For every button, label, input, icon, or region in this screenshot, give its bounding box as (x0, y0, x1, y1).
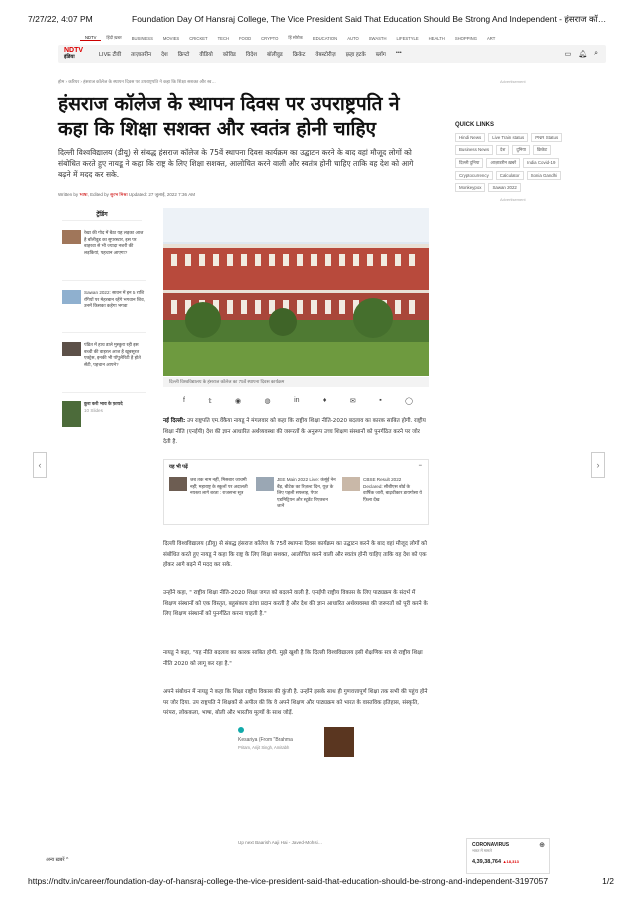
main-nav-item[interactable]: कोविड (222, 52, 236, 58)
byline: Written by भाषा, Edited by सुरभ मिश्रा Updated: 27 जुलाई, 2022 7:36 AM (58, 192, 195, 197)
network-nav-item[interactable]: HEALTH (428, 35, 445, 41)
main-nav-items (94, 50, 407, 58)
covid-count (472, 859, 519, 865)
quick-links-title: QUICK LINKS (455, 122, 494, 128)
covid-delta: ▲18,313 (502, 859, 519, 864)
quick-link[interactable]: Sawan 2022 (488, 183, 520, 192)
covid-title: CORONAVIRUS (472, 842, 510, 848)
main-nav-item[interactable]: फ़्रहा हटके (345, 52, 366, 58)
network-nav-item[interactable]: FOOD (239, 35, 252, 41)
quick-link[interactable]: Sonia Gandhi (527, 171, 562, 180)
byline-editor[interactable]: सुरभ मिश्रा (110, 192, 128, 197)
related-thumbnail (256, 477, 274, 491)
quick-link[interactable]: आज़ाडरीन ख़बरें (486, 158, 520, 168)
main-nav-item[interactable]: क्रिकेट (292, 52, 306, 58)
trending-item-text: Sawan 2022: सावन में इन 5 राशि रंगियों पर मेहरबान रहेंगे भगवान शिव, उनमें किसका कहेगा भगवा (84, 290, 145, 308)
bell-icon[interactable]: 🔔︎ (578, 51, 588, 58)
print-header (28, 14, 618, 25)
main-nav-item[interactable]: ब्लॉग (375, 52, 386, 58)
site-logo[interactable] (64, 47, 94, 61)
network-nav-item[interactable]: EDUCATION (312, 35, 338, 41)
ad-label-side: Advertisement (500, 197, 526, 202)
network-nav-item[interactable]: MOVIES (162, 35, 180, 41)
breadcrumb[interactable]: होम › करियर › हंसराज कॉलेज के स्थापन दिवस पर उपराष्ट्रपति ने कहा कि शिक्षा सशक्त और स्व… (58, 79, 216, 84)
print-url: https://ndtv.in/career/foundation-day-of-hansraj-college-the-vice-president-said-that-education-should-be-strong-and-independent-3197057 (28, 876, 549, 886)
stories-count: 10 Slides (84, 407, 103, 413)
trending-item[interactable] (62, 342, 146, 368)
main-nav-item[interactable]: ताज़ातरीन (131, 52, 152, 58)
main-nav-item[interactable]: LIVE टीवी (99, 52, 122, 58)
print-timestamp: 7/27/22, 4:07 PM (28, 14, 93, 24)
main-nav-item[interactable]: बॉलीवुड (267, 52, 283, 58)
network-nav-item[interactable]: SWASTH (368, 35, 387, 41)
quick-link[interactable]: Cryptocurrency (455, 171, 493, 180)
nav-icons (565, 50, 606, 58)
network-nav-item[interactable]: NDTV (80, 35, 101, 41)
related-item[interactable] (342, 477, 422, 503)
main-nav-item[interactable]: देश (161, 52, 168, 58)
quick-link[interactable]: Calculator (496, 171, 524, 180)
quick-link[interactable]: Hindi News (455, 133, 485, 142)
trending-thumbnail (62, 401, 81, 427)
trending-item[interactable] (62, 401, 146, 414)
main-nav-item[interactable]: वेबस्टोरीज़ (315, 52, 336, 58)
byline-edited-prefix: Edited by (90, 192, 109, 197)
trending-item[interactable] (62, 230, 146, 256)
divider (62, 332, 146, 333)
body-paragraph: अपने संबोधन में नायडू ने कहा कि शिक्षा राष्ट्रीय विकास की कुंजी है. उन्होंने इसके साथ ही गुणवत्तापूर्ण शिक्षा तक सभी की पहुंच होने पर जोर दिया. उप राष्ट्रपति ने शिक्षकों से अपील की कि वे अपने शिक्षण और पाठ्यक्रम को भारत के वास्तविक इतिहास, संस्कृति, परंपरा, लोककला, भाषा, बोली और भारतीय मूल्यों के साथ जोड़ें. (163, 689, 428, 716)
email-icon[interactable]: ✉ (349, 398, 356, 405)
network-nav-item[interactable]: AUTO (347, 35, 359, 41)
video-subtitle: Pritam, Arijit Singh, Amitabh (238, 745, 290, 750)
quick-links (455, 133, 573, 192)
related-item-text: CBSE Result 2022 Declared: सीबीएस बोर्ड के वार्षिक जारी, बाढ़वीकार डायगोसा ये फ़िला देंख (363, 477, 422, 502)
reddit-icon[interactable]: ◍ (264, 398, 271, 405)
quick-link[interactable]: Business News (455, 145, 493, 155)
article-photo[interactable] (163, 208, 429, 376)
body-paragraph: नायडू ने कहा, "यह नीति बदलाव का कारक साबित होगी. मुझे खुशी है कि दिल्ली विश्वविद्यालय इसी शैक्षणिक सत्र से राष्ट्रीय शिक्षा नीति 2020 को लागू कर रहा है." (163, 650, 423, 667)
main-nav-item[interactable]: वीडियो (199, 52, 213, 58)
divider (62, 280, 146, 281)
logo-line1: NDTV (64, 47, 84, 54)
up-next[interactable]: Up next Baarish Aaji Hai - Javed-Mohsi… (238, 840, 323, 845)
video-player[interactable] (238, 727, 358, 761)
related-item[interactable] (256, 477, 336, 510)
notification-icon[interactable]: ◯ (405, 398, 413, 405)
trending-thumbnail (62, 290, 81, 304)
body-paragraph: उन्होंने कहा, " राष्ट्रीय शिक्षा नीति-2020 शिक्षा जगत को बदलने वाली है. एनईपी राष्ट्रीय विकास के लिए पाठ्यक्रम के संदर्भ में शिक्षण संस्थानों को एक विस्तृत, बहुसंकाय ढांचा प्रदान करती है और देश की ज्ञान आधारित अर्थव्यवस्था की जरूरतों को पूरी करने के लिए शिक्षण संस्थानों को पुनर्गठित करना चाहती है." (163, 590, 428, 617)
tv-icon[interactable]: ▭ (564, 51, 572, 58)
network-nav-item[interactable]: LIFESTYLE (396, 35, 419, 41)
network-nav (80, 33, 606, 43)
expand-icon[interactable]: ⊕ (539, 842, 545, 849)
print-page: 1/2 (602, 876, 614, 886)
quick-link[interactable]: India Covid-19 (523, 158, 559, 168)
lead-text: उप राष्ट्रपति एम.वेंकैया नायडू ने मंगलवार को कहा कि राष्ट्रीय शिक्षा नीति-2020 बदलाव का कारक साबित होगी. राष्ट्रीय शिक्षा नीति (एनईपी) देश की ज्ञान आधारित अर्थव्यवस्था की जरूरतों के अनुरूप उच्च शिक्षण संस्थानों को पुनर्गठित करने पर जोर देती है. (163, 418, 426, 445)
facebook-icon[interactable]: f (183, 397, 185, 404)
byline-updated: Updated: 27 जुलाई, 2022 7:36 AM (128, 192, 195, 197)
prev-arrow-icon[interactable]: ‹ (33, 452, 47, 478)
next-arrow-icon[interactable]: › (591, 452, 605, 478)
byline-author[interactable]: भाषा (79, 192, 88, 197)
related-thumbnail (342, 477, 360, 491)
quick-link[interactable]: दुनिया (512, 145, 530, 155)
article-summary: दिल्ली विश्वविद्यालय (डीयू) से संबद्ध हंसराज कॉलेज के 75वें स्थापना दिवस कार्यक्रम का उद्घाटन करने के बाद वहां मौजूद लोगों को संबोधित करते हुए नायडू ने कहा कि राष्ट्र के लिए शिक्षा सशक्त, आलोचित करने वाली और स्वतंत्र होनी चाहिए ताकि वह देश को आगे बढ़ने में मदद कर सके. (58, 148, 414, 179)
twitter-icon[interactable]: 𝕥 (208, 398, 212, 405)
covid-widget[interactable] (466, 838, 550, 874)
network-nav-item[interactable]: हिं सोरोक (288, 35, 303, 40)
network-nav-item[interactable]: SHOPPING (454, 35, 477, 41)
quick-link[interactable]: Monkeypox (455, 183, 485, 192)
network-nav-item[interactable]: TECH (217, 35, 229, 41)
comment-icon[interactable]: ▪ (379, 397, 382, 404)
koo-icon[interactable]: ♦ (322, 397, 327, 404)
article-headline: हंसराज कॉलेज के स्थापन दिवस पर उपराष्ट्रपति ने कहा कि शिक्षा सशक्त और स्वतंत्र होनी चाहिए (58, 93, 400, 140)
whatsapp-icon[interactable]: ◉ (235, 398, 242, 405)
video-title: Kesariya (From "Brahma (238, 737, 293, 743)
network-nav-item[interactable]: CRYPTO (261, 35, 279, 41)
search-icon[interactable]: ⌕ (594, 50, 598, 57)
trending-thumbnail (62, 230, 81, 244)
covid-subtitle: भारत में मामले (472, 849, 492, 853)
lead-paragraph (163, 416, 429, 448)
covid-number: 4,39,38,764 (472, 859, 502, 865)
logo-line2: इंडिया (64, 54, 75, 60)
related-box (163, 459, 429, 525)
trending-item-text: क़ुरा करी भाव के फ़ायदे (84, 401, 123, 406)
related-thumbnail (169, 477, 187, 491)
collapse-icon[interactable]: − (418, 463, 422, 469)
related-item[interactable] (169, 477, 249, 497)
trending-item[interactable] (62, 290, 146, 310)
related-title: यह भी पढ़ें (169, 464, 188, 470)
video-caption (238, 737, 316, 752)
trending-thumbnail (62, 342, 81, 356)
trending-item-text: रेखा की गोद में बैठा यह लड़का आज है बॉलीवुड का सुपरस्टार, इस पर बाहरवा से भी ज्यादा नशरी की लड़कियां, पहचान आएगा? (84, 230, 144, 255)
print-title: Foundation Day Of Hansraj College, The Vice President Said That Education Should Be Strong And Independent - हंसराज कॉ… (132, 14, 607, 24)
linkedin-icon[interactable]: in (294, 397, 300, 404)
video-thumbnail (324, 727, 354, 757)
main-nav-item[interactable]: ••• (395, 50, 402, 56)
network-nav-item[interactable]: हिंदी ख़बर (106, 35, 122, 40)
network-nav-item[interactable]: ART (486, 35, 496, 41)
trending-item-text: पंडित में हाथ डाले मुस्कुरा रही इस बच्ची की वाइरल आज है खूबसूरत एक्ट्रेस, इनकी भी पॉपुलैरिटी है होते सेंटी, पहचान आपने? (84, 342, 141, 367)
quick-link[interactable]: क्रिकेट (533, 145, 551, 155)
network-nav-item[interactable]: BUSINESS (131, 35, 153, 41)
quick-link[interactable]: PNR Status (531, 133, 562, 142)
dateline: नई दिल्ली: (163, 418, 186, 424)
college-photo-illustration (163, 208, 429, 376)
related-item-text: JEE Main 2022 Live: कंसूंई नेन बैंड़, बीटेक का रिज़ल्ट दिन, यूज़ के लिए पहली सफ्लाह, पेपर एडमिट्रियन और स्टूडेंट रिएक्शन जानें (277, 477, 336, 508)
play-icon[interactable] (238, 727, 244, 733)
main-nav-item[interactable]: क्रिप्टो (177, 52, 190, 58)
quick-link[interactable]: देश (496, 145, 509, 155)
trending-title: ट्रेंडिंग (62, 210, 142, 221)
divider (62, 392, 146, 393)
related-item-text: जब तक नाम नहीं, मिसबार जाचमी नहीं; महाराष्ट्र के स्कूलों पर अदालती नयस्ता लागे बरता : राजसभा सूत्र (190, 477, 248, 495)
byline-prefix: Written by (58, 192, 79, 197)
share-bar (183, 397, 413, 405)
more-news-button[interactable]: अन्य ख़बरें ^ (46, 857, 69, 863)
main-nav (58, 45, 606, 63)
photo-caption: दिल्ली विश्वविद्यालय के हंसराज कॉलेज का 75वें स्थापना दिवस कार्यक्रम (163, 377, 429, 387)
quick-link[interactable]: Live Train status (488, 133, 528, 142)
print-footer (28, 876, 614, 886)
network-nav-item[interactable]: CRICKET (189, 35, 208, 41)
ad-label-top: Advertisement (500, 79, 526, 84)
quick-link[interactable]: दिल्ली दुनिया (455, 158, 483, 168)
main-nav-item[interactable]: विदेश (245, 52, 258, 58)
body-paragraph: दिल्ली विश्वविद्यालय (डीयू) से संबद्ध हंसराज कॉलेज के 75वें स्थापना दिवस कार्यक्रम का उद्घाटन करने के बाद वहां मौजूद लोगों को संबोधित करते हुए नायडू ने कहा कि राष्ट्र के लिए शिक्षा सशक्त, आलोचित करने वाली और स्वतंत्र होनी चाहिए ताकि वह देश को एक होकर आगे बढ़ने में मदद कर सके. (163, 541, 427, 568)
